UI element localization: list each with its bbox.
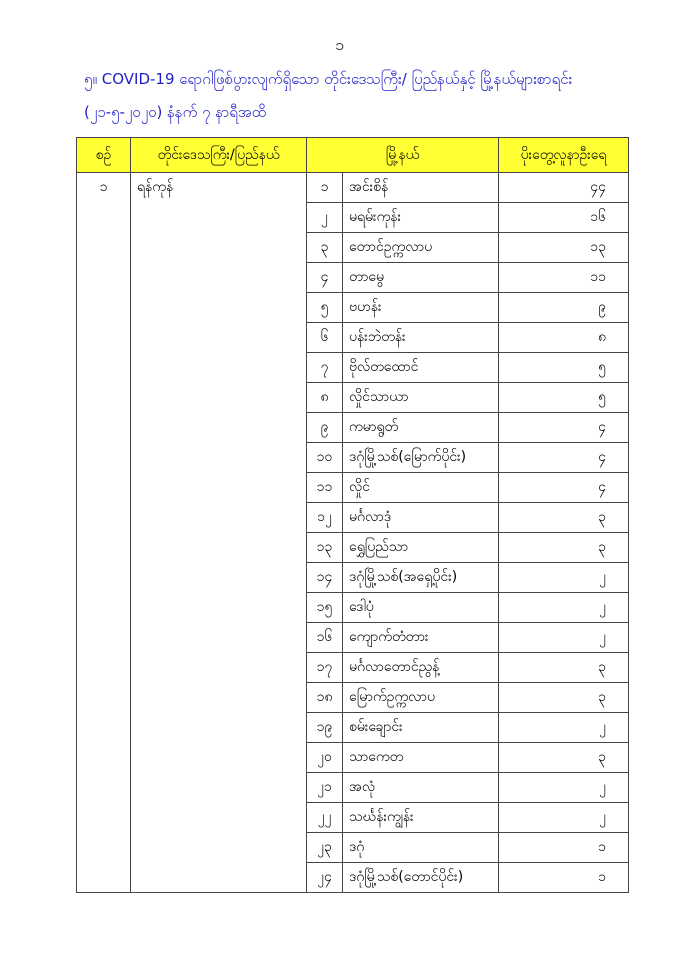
report-title: ၅။ COVID-19 ရောဂါဖြစ်ပွားလျက်ရှိသော တိုင်းဒေသကြီး/ ပြည်နယ်နှင့် မြို့နယ်များစာရင်း	[84, 70, 573, 88]
township-serial: ၈	[307, 383, 343, 413]
case-count: ၁	[499, 833, 629, 863]
case-count: ၁၁	[499, 263, 629, 293]
case-count: ၈	[499, 323, 629, 353]
township-serial: ၂၁	[307, 773, 343, 803]
township-serial: ၂၀	[307, 743, 343, 773]
table-row	[77, 173, 629, 203]
township-name: ပန်းဘဲတန်း	[343, 323, 499, 353]
township-serial: ၄	[307, 263, 343, 293]
header-serial: စဉ်	[77, 138, 131, 173]
township-serial: ၁၀	[307, 443, 343, 473]
case-count: ၉	[499, 293, 629, 323]
header-township: မြို့နယ်	[307, 138, 499, 173]
township-name: အလုံ	[343, 773, 499, 803]
case-count: ၅	[499, 383, 629, 413]
header-region: တိုင်းဒေသကြီး/ပြည်နယ်	[131, 138, 307, 173]
township-name: မင်္ဂလာတောင်ညွန့်	[343, 653, 499, 683]
case-count: ၃	[499, 653, 629, 683]
region-name: ရန်ကုန်	[131, 173, 307, 893]
township-name: လှိုင်သာယာ	[343, 383, 499, 413]
case-count: ၂	[499, 623, 629, 653]
township-serial: ၂	[307, 203, 343, 233]
township-name: ဒဂုံမြို့သစ်(မြောက်ပိုင်း)	[343, 443, 499, 473]
case-count: ၁၆	[499, 203, 629, 233]
township-serial: ၁	[307, 173, 343, 203]
township-serial: ၅	[307, 293, 343, 323]
case-count: ၃	[499, 683, 629, 713]
case-count: ၁	[499, 863, 629, 893]
township-name: မရမ်းကုန်း	[343, 203, 499, 233]
township-serial: ၁၈	[307, 683, 343, 713]
township-name: ဒဂုံမြို့သစ်(တောင်ပိုင်း)	[343, 863, 499, 893]
township-serial: ၂၃	[307, 833, 343, 863]
township-name: ဗဟန်း	[343, 293, 499, 323]
township-name: သာကေတ	[343, 743, 499, 773]
township-name: ကျောက်တံတား	[343, 623, 499, 653]
township-name: အင်းစိန်	[343, 173, 499, 203]
township-name: ကမာရွတ်	[343, 413, 499, 443]
region-serial: ၁	[77, 173, 131, 893]
case-count: ၃	[499, 503, 629, 533]
page-number: ၁	[335, 35, 344, 54]
township-name: တောင်ဥက္ကလာပ	[343, 233, 499, 263]
case-count: ၅	[499, 353, 629, 383]
township-serial: ၁၃	[307, 533, 343, 563]
report-date: (၂၁-၅-၂၀၂၀) နံနက် ၇ နာရီအထိ	[84, 103, 267, 121]
township-name: ဒဂုံမြို့သစ်(အရှေ့ပိုင်း)	[343, 563, 499, 593]
township-serial: ၇	[307, 353, 343, 383]
township-serial: ၁၄	[307, 563, 343, 593]
table-header	[77, 138, 629, 173]
case-count: ၂	[499, 563, 629, 593]
township-serial: ၁၉	[307, 713, 343, 743]
township-name: ဗိုလ်တထောင်	[343, 353, 499, 383]
case-count: ၄	[499, 443, 629, 473]
township-name: လှိုင်	[343, 473, 499, 503]
township-name: ရွှေပြည်သာ	[343, 533, 499, 563]
township-serial: ၂၂	[307, 803, 343, 833]
case-count: ၁၃	[499, 233, 629, 263]
township-name: တာမွေ	[343, 263, 499, 293]
township-serial: ၁၁	[307, 473, 343, 503]
case-count: ၄	[499, 473, 629, 503]
township-name: ဒေါပုံ	[343, 593, 499, 623]
township-name: မင်္ဂလာဒုံ	[343, 503, 499, 533]
case-count: ၃	[499, 743, 629, 773]
case-count: ၄၄	[499, 173, 629, 203]
header-case-count: ပိုးတွေ့လူနာဦးရေ	[499, 138, 629, 173]
case-count: ၂	[499, 713, 629, 743]
case-count: ၂	[499, 593, 629, 623]
township-serial: ၁၂	[307, 503, 343, 533]
township-serial: ၉	[307, 413, 343, 443]
table-body	[77, 173, 629, 893]
township-serial: ၁၇	[307, 653, 343, 683]
case-count: ၄	[499, 413, 629, 443]
township-serial: ၁၆	[307, 623, 343, 653]
township-name: မြောက်ဥက္ကလာပ	[343, 683, 499, 713]
township-name: သင်္ဃန်းကျွန်း	[343, 803, 499, 833]
covid-township-table	[76, 137, 629, 893]
township-serial: ၁၅	[307, 593, 343, 623]
township-serial: ၆	[307, 323, 343, 353]
case-count: ၂	[499, 803, 629, 833]
township-name: ဒဂုံ	[343, 833, 499, 863]
case-count: ၃	[499, 533, 629, 563]
case-count: ၂	[499, 773, 629, 803]
township-serial: ၃	[307, 233, 343, 263]
township-serial: ၂၄	[307, 863, 343, 893]
township-name: စမ်းချောင်း	[343, 713, 499, 743]
